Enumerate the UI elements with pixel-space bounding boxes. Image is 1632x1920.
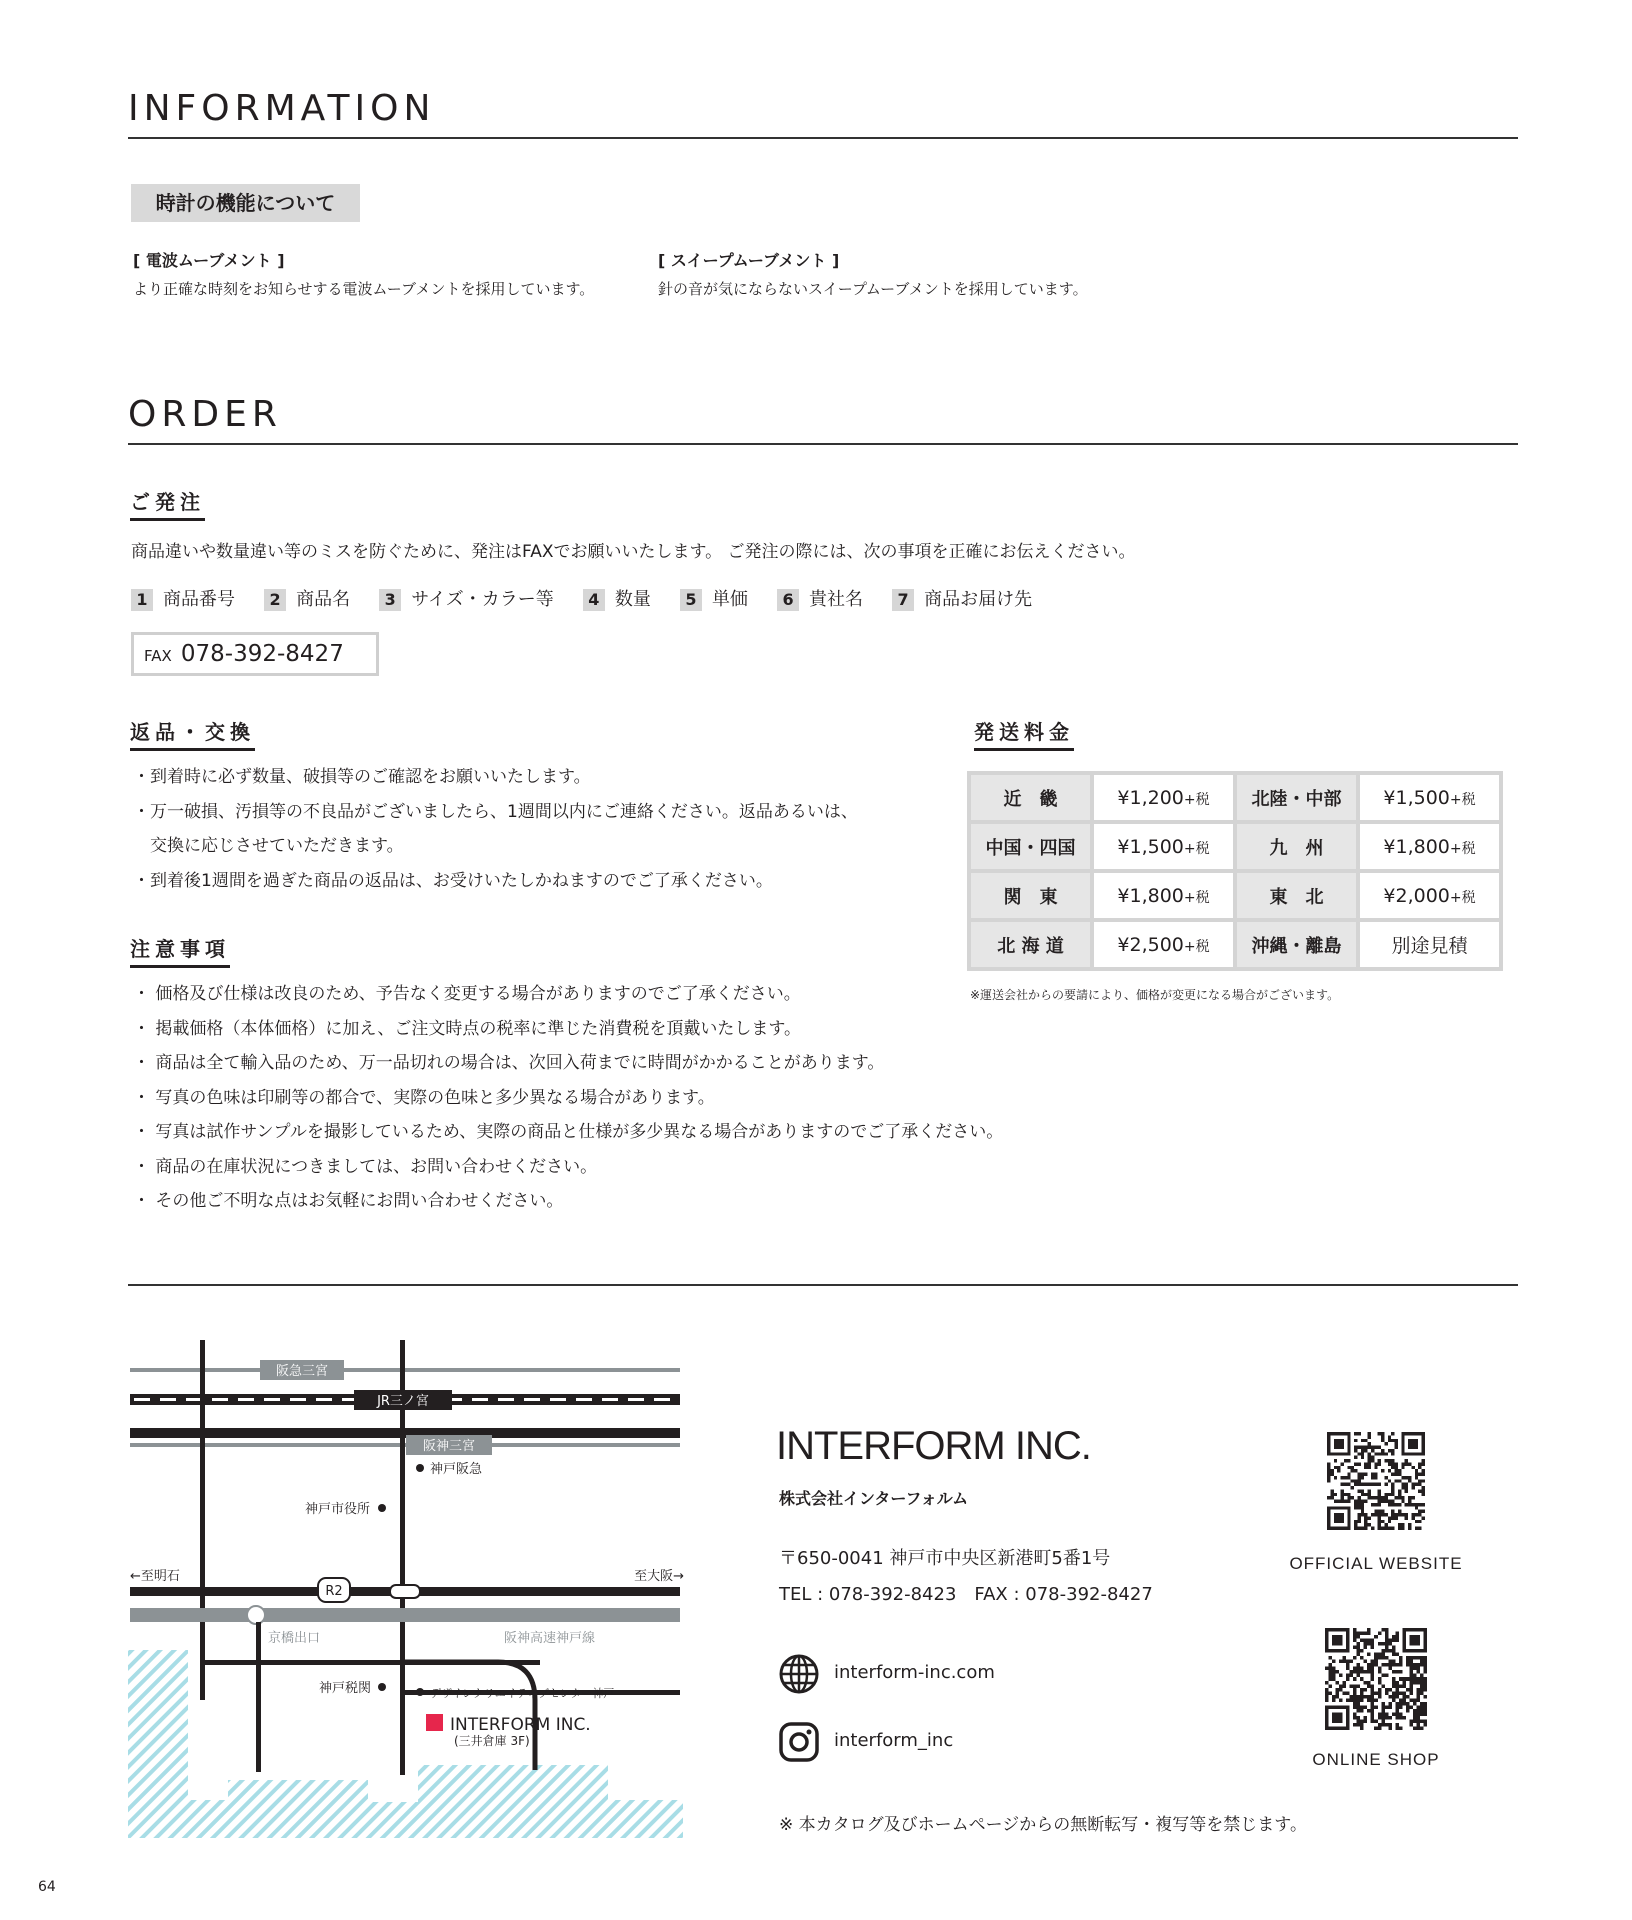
hatchu-text: 商品違いや数量違い等のミスを防ぐために、発注はFAXでお願いいたします。 ご発注の際には、次の事項を正確にお伝えください。 — [131, 542, 1136, 562]
price-cell: ¥1,200+税 — [1094, 775, 1233, 820]
instagram-icon — [778, 1721, 820, 1767]
order-title: ORDER — [128, 394, 282, 435]
kyobashi-exit-mark — [247, 1606, 265, 1624]
online-shop-label: ONLINE SHOP — [1312, 1750, 1440, 1769]
region-cell: 関 東 — [971, 873, 1090, 918]
step-item: 7 商品お届け先 — [892, 585, 1032, 611]
step-item: 3 サイズ・カラー等 — [379, 585, 554, 611]
city-hall-label: 神戸市役所 — [304, 1502, 370, 1517]
step-item: 4 数量 — [583, 585, 651, 611]
region-cell: 東 北 — [1237, 873, 1356, 918]
shipping-note: ※運送会社からの要請により、価格が変更になる場合がございます。 — [970, 988, 1340, 1002]
city-hall-dot — [378, 1504, 386, 1512]
road-vertical-west — [200, 1340, 205, 1700]
note-line: ・ 価格及び仕様は改良のため、予告なく変更する場合がありますのでご了承ください。 — [133, 984, 801, 1004]
region-cell: 北 海 道 — [971, 922, 1090, 967]
fax-number: 078-392-8427 — [180, 641, 344, 667]
expressway-label: 阪神高速神戸線 — [504, 1631, 596, 1646]
note-line: ・ 商品は全て輸入品のため、万一品切れの場合は、次回入荷までに時間がかかることがあります。 — [133, 1053, 885, 1073]
company-logo: INTERFORM INC. — [776, 1424, 1091, 1468]
jr-label: JR三ノ宮 — [377, 1394, 429, 1409]
company-marker — [426, 1714, 443, 1731]
official-website-label: OFFICIAL WEBSITE — [1289, 1554, 1463, 1573]
table-row — [971, 824, 1499, 869]
information-rule — [128, 137, 1518, 139]
note-line: ・ 写真は試作サンプルを撮影しているため、実際の商品と仕様が多少異なる場合がありますのでご了承ください。 — [133, 1122, 1004, 1142]
to-osaka-label: 至大阪→ — [634, 1569, 684, 1584]
returns-line: ・万一破損、汚損等の不良品がございましたら、1週間以内にご連絡ください。返品あるいは、 — [133, 801, 858, 822]
returns-title: 返品・交換 — [130, 716, 255, 751]
kyobashi-label: 京橋出口 — [268, 1631, 321, 1646]
price-cell: ¥1,800+税 — [1360, 824, 1499, 869]
order-steps — [131, 585, 1056, 611]
instagram-link[interactable]: interform_inc — [834, 1730, 954, 1751]
region-cell: 九 州 — [1237, 824, 1356, 869]
hatchu-title: ご発注 — [130, 486, 205, 521]
price-cell: ¥2,500+税 — [1094, 922, 1233, 967]
to-akashi-label: ←至明石 — [130, 1569, 180, 1584]
step-item: 1 商品番号 — [131, 585, 235, 611]
kobe-hankyu-dot — [416, 1464, 424, 1472]
feature-heading-sweep: [ スイープムーブメント ] — [658, 251, 840, 270]
returns-list — [133, 760, 858, 898]
customs-dot — [378, 1683, 386, 1691]
shipping-table — [967, 771, 1503, 971]
price-cell: 別途見積 — [1360, 922, 1499, 967]
region-cell: 沖縄・離島 — [1237, 922, 1356, 967]
region-cell: 近 畿 — [971, 775, 1090, 820]
page-number: 64 — [38, 1879, 56, 1895]
note-line: ・ 掲載価格（本体価格）に加え、ご注文時点の税率に準じた消費税を頂戴いたします。 — [133, 1018, 802, 1039]
hankyu-label: 阪急三宮 — [275, 1364, 329, 1379]
customs-label: 神戸税関 — [318, 1681, 371, 1696]
step-item: 6 貴社名 — [777, 585, 863, 611]
fax-box — [131, 632, 379, 676]
interchange-mark — [390, 1585, 420, 1598]
online-shop-qr-icon[interactable] — [1325, 1628, 1427, 1734]
access-map — [128, 1340, 688, 1840]
globe-icon — [778, 1653, 820, 1699]
fax-label: FAX — [144, 647, 172, 665]
footer-rule — [128, 1284, 1518, 1286]
company-tel-fax: TEL : 078-392-8423 FAX : 078-392-8427 — [779, 1584, 1153, 1605]
shipping-title: 発送料金 — [974, 716, 1074, 751]
sea-area — [128, 1650, 683, 1838]
road-kyobashi — [256, 1622, 261, 1772]
expressway — [130, 1608, 680, 1622]
order-rule — [128, 443, 1518, 445]
note-line: ・ 写真の色味は印刷等の都合で、実際の色味と多少異なる場合があります。 — [133, 1087, 715, 1108]
feature-heading-radio: [ 電波ムーブメント ] — [133, 251, 285, 270]
website-link[interactable]: interform-inc.com — [834, 1662, 995, 1683]
price-cell: ¥1,500+税 — [1094, 824, 1233, 869]
region-cell: 中国・四国 — [971, 824, 1090, 869]
table-row — [971, 873, 1499, 918]
price-cell: ¥2,000+税 — [1360, 873, 1499, 918]
notes-list — [133, 977, 1003, 1219]
company-map-label: INTERFORM INC. — [450, 1715, 591, 1735]
price-cell: ¥1,500+税 — [1360, 775, 1499, 820]
table-row — [971, 775, 1499, 820]
design-center-label: デザインクリエイティブセンター神戸 — [430, 1687, 615, 1700]
step-item: 5 単価 — [680, 585, 748, 611]
table-row — [971, 922, 1499, 967]
returns-line: ・到着時に必ず数量、破損等のご確認をお願いいたします。 — [133, 767, 591, 787]
feature-text-radio: より正確な時刻をお知らせする電波ムーブメントを採用しています。 — [133, 280, 595, 298]
note-line: ・ 商品の在庫状況につきましては、お問い合わせください。 — [133, 1156, 598, 1177]
returns-line: 交換に応じさせていただきます。 — [133, 836, 404, 856]
building-label: (三井倉庫 3F) — [454, 1734, 530, 1748]
design-center-dot — [416, 1688, 424, 1696]
price-cell: ¥1,800+税 — [1094, 873, 1233, 918]
returns-line: ・到着後1週間を過ぎた商品の返品は、お受けいたしかねますのでご了承ください。 — [133, 870, 773, 891]
hanshin-label: 阪神三宮 — [422, 1439, 476, 1454]
feature-text-sweep: 針の音が気にならないスイープムーブメントを採用しています。 — [658, 280, 1088, 298]
copyright-note: ※ 本カタログ及びホームページからの無断転写・複写等を禁じます。 — [779, 1815, 1307, 1835]
kobe-hankyu-label: 神戸阪急 — [430, 1462, 483, 1477]
feature-tag: 時計の機能について — [131, 184, 360, 222]
region-cell: 北陸・中部 — [1237, 775, 1356, 820]
company-address: 〒650-0041 神戸市中央区新港町5番1号 — [779, 1548, 1111, 1569]
company-name-ja: 株式会社インターフォルム — [779, 1489, 969, 1508]
official-website-qr-icon[interactable] — [1327, 1432, 1425, 1534]
step-item: 2 商品名 — [264, 585, 350, 611]
information-title: INFORMATION — [128, 88, 436, 129]
route2-label: R2 — [325, 1584, 343, 1599]
note-line: ・ その他ご不明な点はお気軽にお問い合わせください。 — [133, 1191, 564, 1211]
notes-title: 注意事項 — [130, 933, 230, 968]
